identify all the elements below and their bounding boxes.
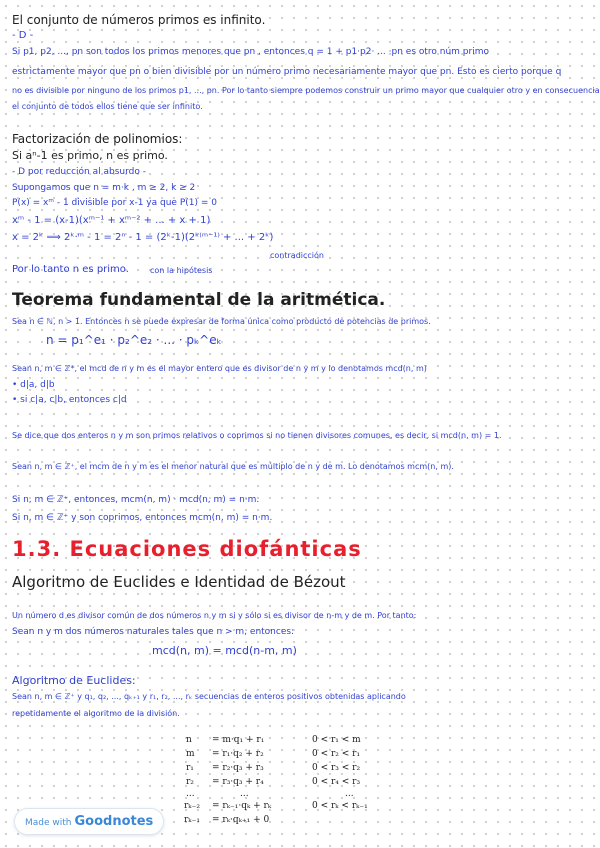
euclid-bound: ... — [345, 789, 354, 799]
claim-primes-infinite: El conjunto de números primos es infinito. — [12, 13, 266, 27]
euclid-bound: 0 < r₃ < r₂ — [312, 763, 361, 773]
euclid-rhs: ... — [240, 789, 249, 799]
gcd-property-2: • si c|a, c|b, entonces c|d — [12, 395, 127, 405]
euclid-lhs: rₖ₋₁ — [184, 815, 200, 825]
gcd-definition: Sean n, m ∈ ℤ*, el mcd de n y m es el mayor entero que es divisor de n y m y lo denotamos mcd(n, m) — [12, 364, 427, 373]
factorization-claim: Si aⁿ-1 es primo, n es primo. — [12, 149, 168, 162]
euclid-rhs: = m·q₁ + r₁ — [212, 735, 265, 745]
gcd-property-1: • d|a, d|b — [12, 380, 55, 390]
proof-line-1: Si p1, p2, ..., pn son todos los primos menores que pn , entonces q = 1 + p1·p2· ... ·pn es otro núm primo — [12, 47, 489, 57]
made-with-label: Made with — [25, 818, 72, 828]
theorem-heading: Teorema fundamental de la aritmética. — [12, 290, 386, 310]
euclid-lhs: m — [186, 749, 195, 759]
lcm-definition: Sean n, m ∈ ℤ⁺, el mcm de n y m es el menor natural que es múltiplo de n y de m. Lo denotamos mcm(n, m). — [12, 462, 454, 471]
subsection-heading-euclid: Algoritmo de Euclides e Identidad de Bézout — [12, 573, 346, 591]
conclusion-line: Por lo tanto n es primo. — [12, 264, 129, 275]
absurd-proof-marker: - D por reducción al absurdo - — [12, 167, 146, 177]
made-with-goodnotes-badge[interactable] — [14, 808, 164, 835]
polynomial-line: P(x) = xᵐ - 1 divisible por x-1 ya que P(1) = 0 — [12, 198, 217, 208]
euclid-rhs: = r₂·q₃ + r₃ — [212, 763, 264, 773]
factor-identity: xᵐ - 1 = (x-1)(xᵐ⁻¹ + xᵐ⁻² + ... + x + 1) — [12, 215, 211, 226]
euclid-lhs: ... — [186, 789, 195, 799]
contradiction-note: contradicción — [270, 251, 324, 260]
goodnotes-brand: Goodnotes — [74, 814, 154, 829]
substitution-line: x = 2ᵏ ⟹ 2ᵏ·ᵐ - 1 = 2ⁿ - 1 = (2ᵏ-1)(2ᵏ⁽ᵐ⁻¹⁾ + ... + 2ᵏ) — [12, 232, 274, 243]
euclid-rhs: = r₁·q₂ + r₂ — [212, 749, 264, 759]
proof-marker: - D - — [12, 30, 34, 41]
section-heading-diophantine: 1.3. Ecuaciones diofánticas — [12, 537, 362, 561]
euclid-bound: 0 < r₄ < r₃ — [312, 777, 361, 787]
suppose-line: Supongamos que n = m·k , m ≥ 2, k ≥ 2 — [12, 183, 196, 193]
proof-line-4: el conjunto de todos ellos tiene que ser infinito. — [12, 102, 203, 111]
gcd-reduction-formula: mcd(n, m) = mcd(n-m, m) — [152, 644, 297, 657]
naturals-statement: Sean n y m dos números naturales tales que n > m, entonces: — [12, 627, 295, 637]
euclid-setup-1: Sean n, m ∈ ℤ⁺ y q₁, q₂, ..., qₖ₊₁ y r₁, r₂, ..., rₖ secuencias de enteros positivos obtenidas aplicando — [12, 692, 406, 701]
euclid-rhs: = rₖ₋₁·qₖ + rₖ — [212, 801, 272, 811]
proof-line-2: estrictamente mayor que pn o bien divisible por un número primo necesariamente mayor que pn. Esto es cierto porque q — [12, 67, 562, 77]
euclid-rhs: = r₃·q₃ + r₄ — [212, 777, 264, 787]
proof-line-3: no es divisible por ninguno de los primos p1, ..., pn. Por lo tanto siempre podemos construir un primo mayor que cualquier otro y en consecuencia — [12, 86, 600, 95]
euclid-lhs: rₖ₋₂ — [184, 801, 200, 811]
common-divisor-statement: Un número d es divisor común de dos números n y m si y sólo si es divisor de n-m y de m. Por tanto: — [12, 611, 417, 620]
coprime-definition: Se dice que dos enteros n y m son primos relativos o coprimos si no tienen divisores comunes, es decir, si mcd(n, m) = 1. — [12, 431, 502, 440]
factorization-heading: Factorización de polinomios: — [12, 132, 183, 146]
prime-factorization-formula: n = p₁^e₁ · p₂^e₂ · ... · pₖ^eₖ — [46, 333, 222, 347]
coprime-lcm-relation: Si n, m ∈ ℤ⁺ y son coprimos, entonces mcm(n, m) = n·m. — [12, 513, 273, 523]
euclid-algorithm-heading: Algoritmo de Euclides: — [12, 674, 136, 687]
euclid-rhs: = rₖ·qₖ₊₁ + 0 — [212, 815, 270, 825]
euclid-bound: 0 < r₁ < m — [312, 735, 361, 745]
hypothesis-note: con la hipótesis — [150, 266, 213, 275]
euclid-lhs: n — [186, 735, 192, 745]
euclid-bound: 0 < rₖ < rₖ₋₁ — [312, 801, 368, 811]
euclid-bound: 0 < r₂ < r₁ — [312, 749, 361, 759]
euclid-setup-2: repetidamente el algoritmo de la división. — [12, 709, 180, 718]
lcm-gcd-relation: Si n, m ∈ ℤ⁺, entonces, mcm(n, m) · mcd(n, m) = n·m. — [12, 495, 260, 505]
euclid-lhs: r₁ — [186, 763, 194, 773]
theorem-statement: Sea n ∈ ℕ, n > 1. Entonces n se puede expresar de forma única como producto de potencias de primos. — [12, 317, 431, 326]
euclid-lhs: r₂ — [186, 777, 194, 787]
